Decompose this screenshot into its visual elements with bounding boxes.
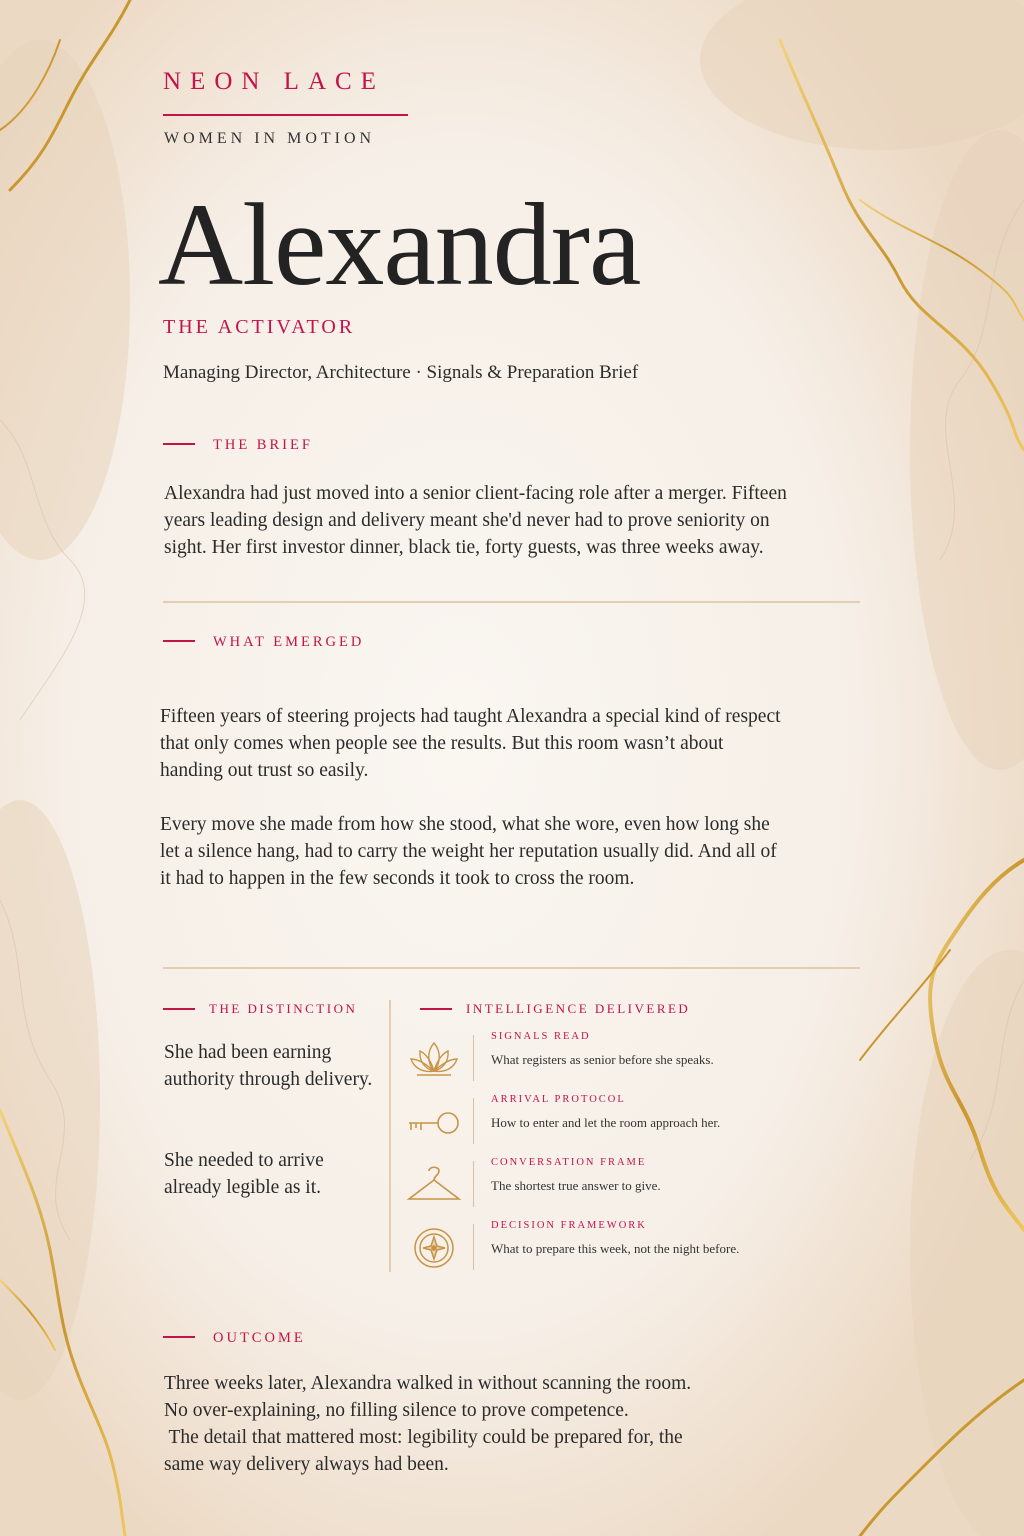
column-divider [389,1000,391,1272]
outcome-line: The detail that mattered most: legibility could be prepared for, the [164,1427,683,1448]
intel-label: DECISION FRAMEWORK [491,1220,647,1231]
section-heading-outcome [163,1330,306,1347]
section-heading-text: OUTCOME [213,1330,306,1346]
brand-tagline: WOMEN IN MOTION [164,130,376,147]
item-separator [473,1035,474,1081]
intel-item-decision [405,1220,765,1284]
brand-underline [163,114,408,116]
section-heading-text: THE DISTINCTION [209,1001,358,1016]
client-role: THE ACTIVATOR [163,316,356,338]
lotus-icon [405,1035,463,1081]
outcome-text [164,1370,884,1478]
outcome-line: Three weeks later, Alexandra walked in without scanning the room. [164,1373,692,1394]
section-heading-intelligence [420,1001,690,1017]
section-divider [163,601,860,603]
intel-description: How to enter and let the room approach her. [491,1115,721,1130]
item-separator [473,1224,474,1270]
item-separator [473,1098,474,1144]
heading-dash [163,1336,195,1338]
outcome-line: No over-explaining, no filling silence to prove competence. [164,1400,629,1421]
section-heading-brief [163,437,313,454]
hanger-icon [405,1161,463,1207]
intel-item-signals [405,1031,765,1095]
emerged-paragraph-2: Every move she made from how she stood, what she wore, even how long she let a silence hang, had to carry the weight her reputation usually did. And all of it had to happen in the few seconds it took to cross the room. [160,814,777,889]
intel-description: The shortest true answer to give. [491,1178,661,1193]
document-subtitle: Managing Director, Architecture · Signals & Preparation Brief [163,362,639,383]
intel-item-arrival [405,1094,765,1158]
client-name: Alexandra [158,179,641,310]
outcome-line: same way delivery always had been. [164,1454,449,1475]
heading-dash [163,443,195,445]
brand-name: NEON LACE [163,68,385,95]
emerged-paragraph-1: Fifteen years of steering projects had taught Alexandra a special kind of respect that only comes when people see the results. But this room wasn’t about handing out trust so easily. [160,706,781,781]
intel-item-conversation [405,1157,765,1221]
distinction-paragraph-1: She had been earning authority through delivery. [164,1042,373,1090]
compass-icon [405,1224,463,1270]
section-heading-text: WHAT EMERGED [213,634,365,650]
heading-dash [163,1008,195,1010]
section-heading-text: INTELLIGENCE DELIVERED [466,1001,691,1016]
section-heading-emerged [163,634,364,651]
brief-text: Alexandra had just moved into a senior client-facing role after a merger. Fifteen years leading design and delivery meant she'd never had to prove seniority on sight. Her first investor dinner, black tie, forty guests, was three weeks away. [164,483,787,558]
section-divider [163,967,860,969]
item-separator [473,1161,474,1207]
heading-dash [163,640,195,642]
key-icon [405,1098,463,1144]
intel-label: SIGNALS READ [491,1031,591,1042]
section-heading-distinction [163,1001,357,1017]
intel-label: CONVERSATION FRAME [491,1157,647,1168]
intel-label: ARRIVAL PROTOCOL [491,1094,626,1105]
heading-dash [420,1008,452,1010]
section-heading-text: THE BRIEF [213,437,313,453]
distinction-paragraph-2: She needed to arrive already legible as it. [164,1150,324,1198]
intel-description: What registers as senior before she speaks. [491,1052,714,1067]
intel-description: What to prepare this week, not the night before. [491,1241,740,1256]
